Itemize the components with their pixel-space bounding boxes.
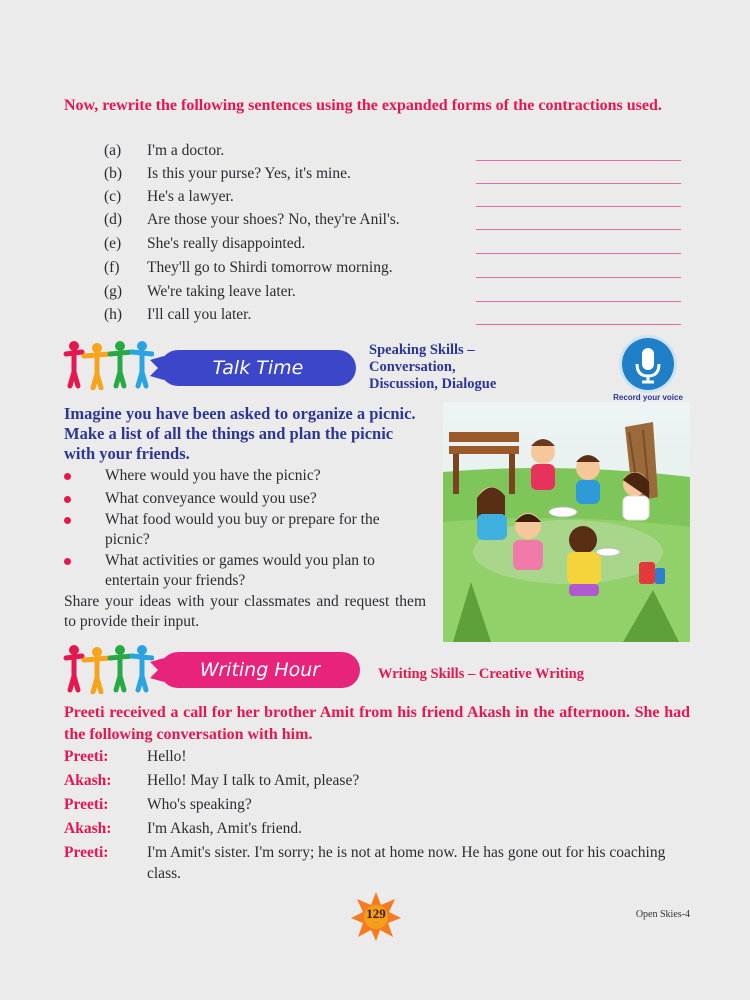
exercise-item-label: (a) [104, 142, 122, 159]
exercise-item [104, 235, 690, 257]
list-item-text: What conveyance would you use? [105, 490, 317, 507]
bullet-icon [64, 496, 71, 503]
speaking-skills-tag [369, 342, 496, 393]
exercise-item-label: (b) [104, 165, 123, 182]
list-item-text: What activities or games would you plan to entertain your friends? [105, 552, 375, 589]
talk-time-banner: Talk Time [160, 350, 356, 386]
dialogue-text: I'm Amit's sister. I'm sorry; he is not at home now. He has gone out for his coaching class. [147, 844, 666, 882]
dialogue-text: Hello! [147, 748, 187, 765]
exercise-item-label: (c) [104, 188, 122, 205]
list-item-text: Where would you have the picnic? [105, 467, 321, 484]
bullet-icon [64, 517, 71, 524]
exercise-item-label: (f) [104, 259, 120, 276]
answer-line[interactable] [476, 229, 681, 230]
page-number: 129 [366, 906, 386, 921]
speaker-name: Preeti: [64, 796, 109, 813]
exercise-item-label: (h) [104, 306, 123, 323]
microphone-icon [622, 338, 674, 390]
dialogue-text: Hello! May I talk to Amit, please? [147, 772, 360, 789]
answer-line[interactable] [476, 301, 681, 302]
dialogue-text: I'm Akash, Amit's friend. [147, 820, 302, 837]
answer-line[interactable] [476, 206, 681, 207]
writing-hour-intro: Preeti received a call for her brother Amit from his friend Akash in the afternoon. She had the following conversation with him. [64, 704, 690, 743]
bullet-icon [64, 473, 71, 480]
writing-skills-tag: Writing Skills – Creative Writing [378, 666, 584, 682]
exercise-item-label: (d) [104, 211, 123, 228]
skills-line: Speaking Skills – [369, 342, 475, 358]
dialogue-text: Who's speaking? [147, 796, 252, 813]
exercise-item [104, 211, 690, 233]
list-item-text: What food would you buy or prepare for the picnic? [105, 511, 380, 548]
exercise-instruction: Now, rewrite the following sentences using the expanded forms of the contractions used. [64, 97, 662, 114]
exercise-item-text: Are those your shoes? No, they're Anil's. [147, 211, 400, 228]
answer-line[interactable] [476, 277, 681, 278]
speaker-name: Preeti: [64, 748, 109, 765]
children-group-icon [62, 642, 154, 694]
exercise-item [104, 165, 690, 187]
talk-time-prompt: Imagine you have been asked to organize a picnic. Make a list of all the things and plan the picnic with your friends. [64, 404, 416, 463]
speaker-name: Preeti: [64, 844, 109, 861]
answer-line[interactable] [476, 324, 681, 325]
bullet-icon [64, 558, 71, 565]
exercise-item-text: She's really disappointed. [147, 235, 306, 252]
record-caption-line: Record your voice [613, 393, 683, 402]
exercise-item [104, 306, 690, 328]
skills-line: Conversation, [369, 359, 456, 375]
exercise-item [104, 188, 690, 210]
exercise-item-label: (e) [104, 235, 122, 252]
children-group-icon [62, 338, 154, 390]
banner-tail-icon [150, 356, 164, 380]
exercise-item-text: Is this your purse? Yes, it's mine. [147, 165, 351, 182]
answer-line[interactable] [476, 183, 681, 184]
exercise-item [104, 142, 690, 164]
exercise-item-text: They'll go to Shirdi tomorrow morning. [147, 259, 393, 276]
writing-hour-banner: Writing Hour [160, 652, 360, 688]
banner-tail-icon [150, 658, 164, 682]
answer-line[interactable] [476, 160, 681, 161]
exercise-item [104, 283, 690, 305]
speaker-name: Akash: [64, 820, 112, 837]
book-brand: Open Skies-4 [635, 909, 690, 920]
exercise-item-label: (g) [104, 283, 123, 300]
skills-line: Discussion, Dialogue [369, 376, 497, 392]
picnic-illustration [443, 402, 690, 642]
exercise-item [104, 259, 690, 281]
exercise-item-text: I'll call you later. [147, 306, 252, 323]
exercise-item-text: I'm a doctor. [147, 142, 225, 159]
answer-line[interactable] [476, 253, 681, 254]
speaker-name: Akash: [64, 772, 112, 789]
share-ideas-text: Share your ideas with your classmates and request them to provide their input. [64, 593, 426, 630]
record-voice-button[interactable] [622, 338, 674, 390]
exercise-item-text: We're taking leave later. [147, 283, 296, 300]
exercise-item-text: He's a lawyer. [147, 188, 234, 205]
